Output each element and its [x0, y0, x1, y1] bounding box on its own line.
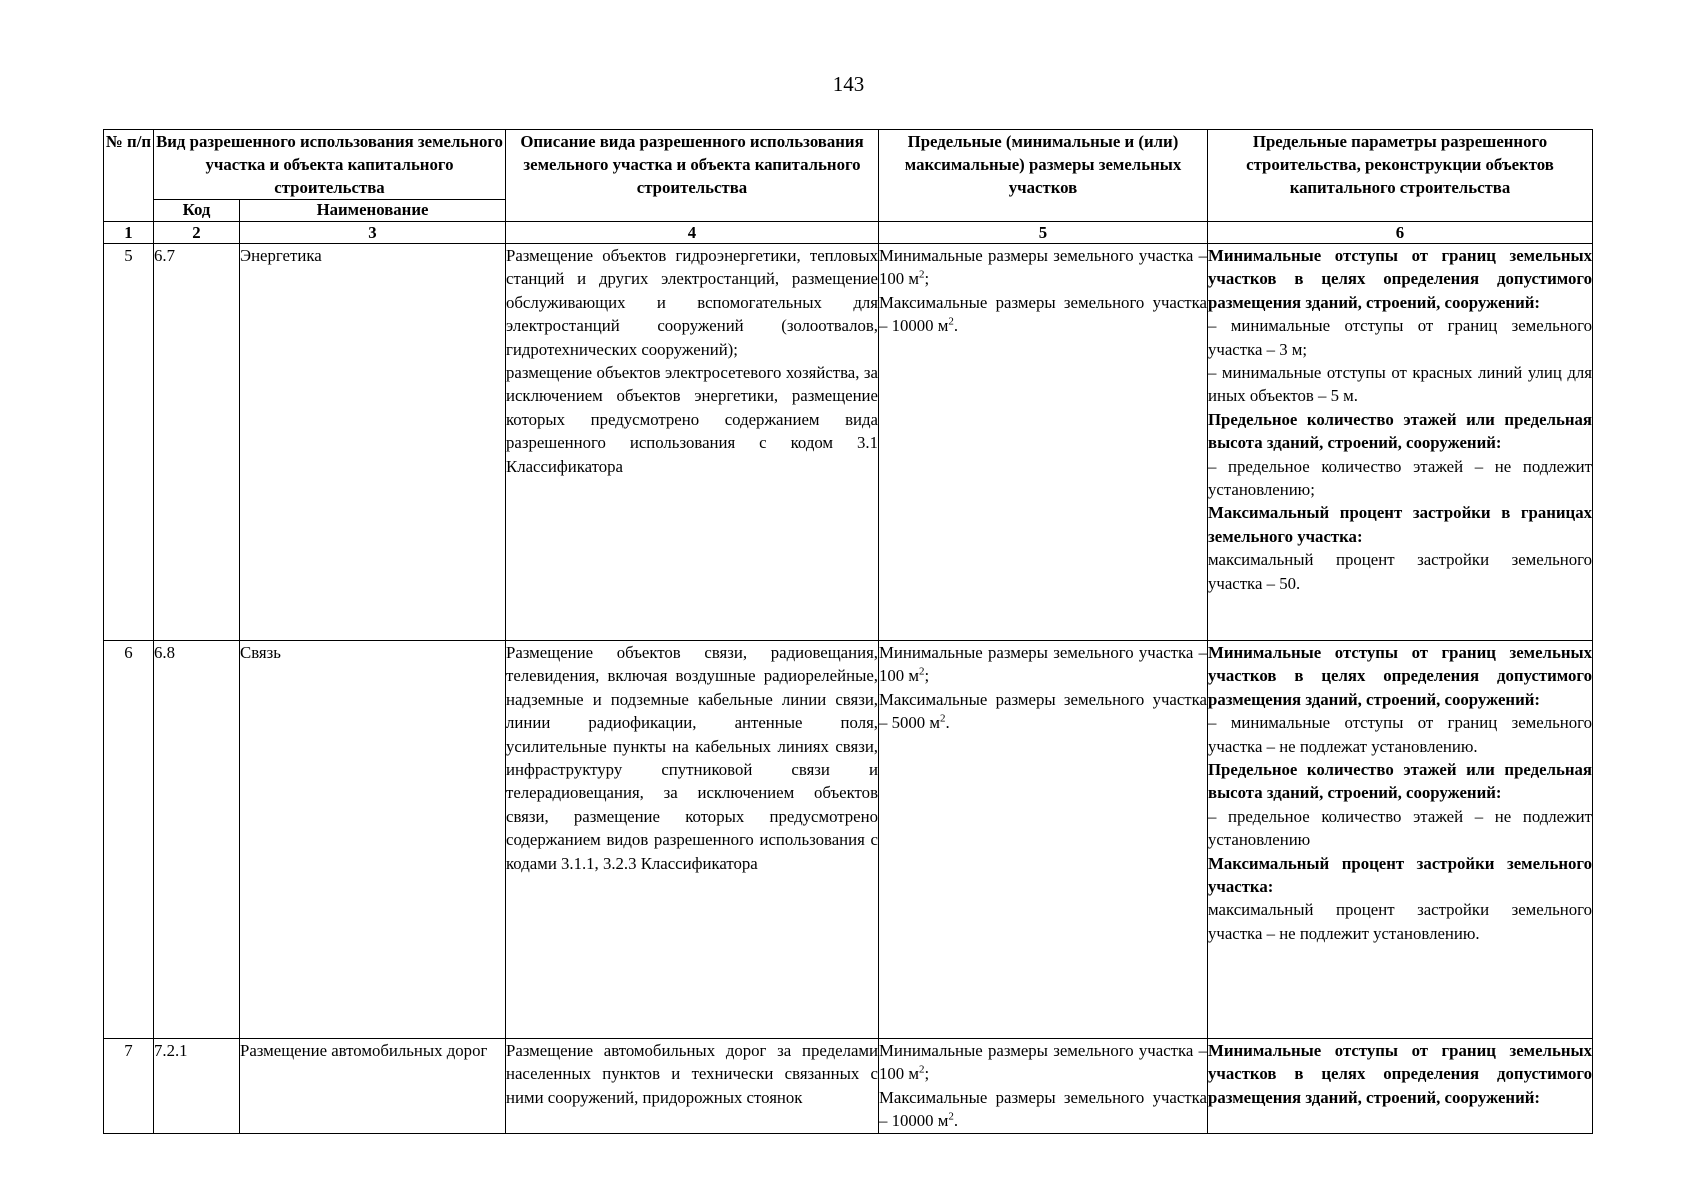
row-code: 6.7: [154, 244, 240, 641]
description-paragraph: Размещение объектов связи, радиовещания, телевидения, включая воздушные радиорелейные, надземные и подземные кабельные линии связи, линии радиофикации, антенные поля, усилительные пункты на кабельных линиях связи, инфраструктуру спутниковой связи и телерадиовещания, за исключением объектов связи, размещение которых предусмотрено содержанием видов разрешенного использования с кодами 3.1.1, 3.2.3 Классификатора: [506, 643, 878, 873]
column-index: 4: [506, 222, 879, 244]
min-size: Минимальные размеры земельного участка – 100 $м^2$;: [879, 1041, 1207, 1084]
table-row: [104, 641, 1593, 1039]
params-heading: Предельное количество этажей или предельная высота зданий, строений, сооружений:: [1208, 760, 1592, 803]
params-heading: Минимальные отступы от границ земельных участков в целях определения допустимого размещения зданий, строений, сооружений:: [1208, 643, 1592, 709]
row-name: Связь: [240, 641, 506, 1039]
min-size: Минимальные размеры земельного участка – 100 $м^2$;: [879, 643, 1207, 686]
row-sizes: [879, 244, 1208, 641]
row-name: Энергетика: [240, 244, 506, 641]
params-item: максимальный процент застройки земельного участка – не подлежит установлению.: [1208, 900, 1592, 943]
column-index-row: [104, 222, 1593, 244]
land-use-table: [103, 129, 1593, 1134]
description-paragraph: Размещение автомобильных дорог за пределами населенных пунктов и технически связанных с ними сооружений, придорожных стоянок: [506, 1041, 878, 1107]
min-size: Минимальные размеры земельного участка – 100 $м^2$;: [879, 246, 1207, 289]
header-name: Наименование: [240, 200, 506, 222]
row-description: [506, 1039, 879, 1134]
row-code: 7.2.1: [154, 1039, 240, 1134]
max-size: Максимальные размеры земельного участка – 10000 $м^2$.: [879, 292, 1207, 336]
description-paragraph: Размещение объектов гидроэнергетики, тепловых станций и других электростанций, размещение обслуживающих и вспомогательных для электростанций сооружений (золоотвалов, гидротехнических сооружений);: [506, 246, 878, 359]
header-description: Описание вида разрешенного использования земельного участка и объекта капитального строительства: [506, 130, 879, 222]
header-use-type: Вид разрешенного использования земельного участка и объекта капитального строительства: [154, 130, 506, 200]
table-row: [104, 1039, 1593, 1134]
row-params: [1208, 1039, 1593, 1134]
max-size: Максимальные размеры земельного участка – 10000 $м^2$.: [879, 1087, 1207, 1131]
params-item: – предельное количество этажей – не подлежит установлению: [1208, 806, 1592, 850]
row-number: 5: [104, 244, 154, 641]
params-heading: Максимальный процент застройки в границах земельного участка:: [1208, 503, 1592, 546]
row-description: [506, 244, 879, 641]
params-item: – минимальные отступы от красных линий улиц для иных объектов – 5 м.: [1208, 363, 1592, 406]
row-description: [506, 641, 879, 1039]
params-heading: Предельное количество этажей или предельная высота зданий, строений, сооружений:: [1208, 409, 1592, 453]
row-sizes: [879, 641, 1208, 1039]
column-index: 3: [240, 222, 506, 244]
params-heading: Минимальные отступы от границ земельных участков в целях определения допустимого размещения зданий, строений, сооружений:: [1208, 1041, 1592, 1107]
column-index: 6: [1208, 222, 1593, 244]
header-row: [104, 130, 1593, 200]
header-num: № п/п: [104, 130, 154, 222]
table-row: [104, 244, 1593, 641]
column-index: 2: [154, 222, 240, 244]
row-sizes: [879, 1039, 1208, 1134]
max-size: Максимальные размеры земельного участка – 5000 $м^2$.: [879, 689, 1207, 733]
row-number: 7: [104, 1039, 154, 1134]
header-sizes: Предельные (минимальные и (или) максимальные) размеры земельных участков: [879, 130, 1208, 222]
row-code: 6.8: [154, 641, 240, 1039]
row-params: [1208, 641, 1593, 1039]
params-item: – предельное количество этажей – не подлежит установлению;: [1208, 456, 1592, 500]
page-number: 143: [832, 72, 865, 96]
row-name: Размещение автомобильных дорог: [240, 1039, 506, 1134]
header-code: Код: [154, 200, 240, 222]
params-item: – минимальные отступы от границ земельного участка – 3 м;: [1208, 316, 1592, 359]
params-heading: Минимальные отступы от границ земельных участков в целях определения допустимого размещения зданий, строений, сооружений:: [1208, 246, 1592, 312]
header-params: Предельные параметры разрешенного строительства, реконструкции объектов капитального строительства: [1208, 130, 1593, 222]
params-heading: Максимальный процент застройки земельного участка:: [1208, 853, 1592, 897]
column-index: 1: [104, 222, 154, 244]
params-item: максимальный процент застройки земельного участка – 50.: [1208, 550, 1592, 593]
description-paragraph: размещение объектов электросетевого хозяйства, за исключением объектов энергетики, размещение которых предусмотрено содержанием вида разрешенного использования с кодом 3.1 Классификатора: [506, 363, 878, 476]
params-item: – минимальные отступы от границ земельного участка – не подлежат установлению.: [1208, 713, 1592, 756]
column-index: 5: [879, 222, 1208, 244]
row-number: 6: [104, 641, 154, 1039]
row-params: [1208, 244, 1593, 641]
